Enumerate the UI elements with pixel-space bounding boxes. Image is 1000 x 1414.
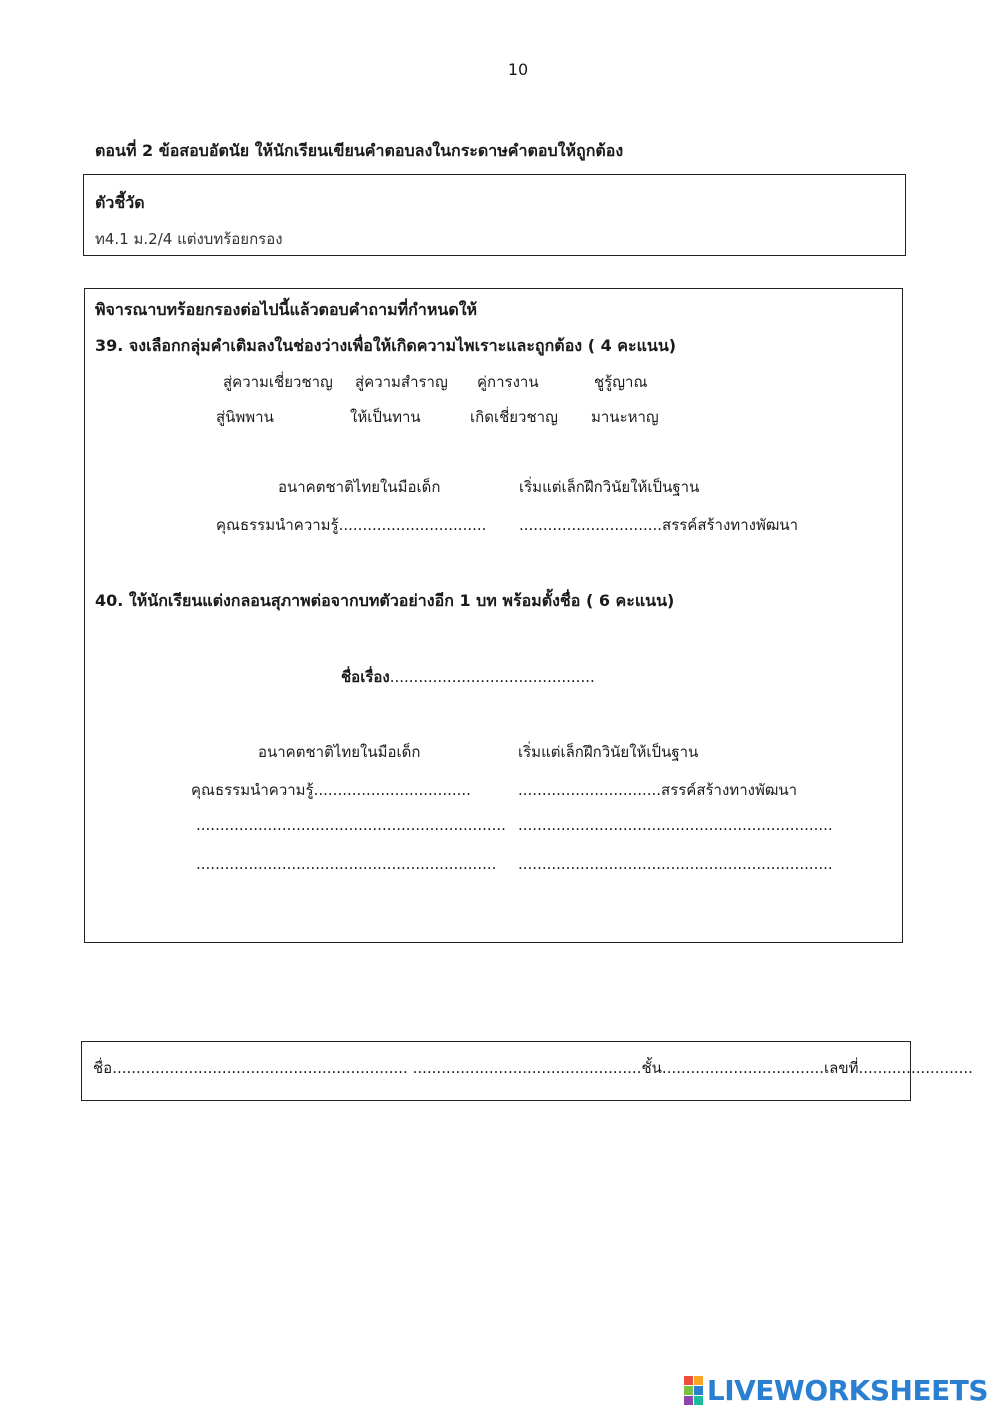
poem-fill-blank[interactable]: ................................................................. [196, 816, 506, 834]
logo-text: LIVEWORKSHEETS [706, 1374, 988, 1407]
question-39-prompt: 39. จงเลือกกลุ่มคำเติมลงในช่องว่างเพื่อให้เกิดความไพเราะและถูกต้อง ( 4 คะแนน) [95, 336, 677, 355]
number-label: เลขที่ [824, 1059, 859, 1077]
student-info-box [81, 1041, 973, 1101]
question-40-prompt: 40. ให้นักเรียนแต่งกลอนสุภาพต่อจากบทตัวอย่างอีก 1 บท พร้อมตั้งชื่อ ( 6 คะแนน) [95, 591, 675, 610]
poem-title-blank[interactable]: ........................................... [389, 668, 595, 686]
poem-fill-blank[interactable]: .................................................................. [518, 855, 833, 873]
name-field[interactable]: .............................................................. ................................................ [112, 1059, 642, 1077]
section-heading: ตอนที่ 2 ข้อสอบอัตนัย ให้นักเรียนเขียนคำตอบลงในกระดาษคำตอบให้ถูกต้อง [95, 141, 624, 160]
name-label: ชื่อ [93, 1059, 113, 1077]
questions-box [84, 288, 903, 943]
student-info-line [93, 1056, 973, 1080]
poem-line: เริ่มแต่เล็กฝึกวินัยให้เป็นฐาน [518, 743, 699, 761]
indicator-text: ท4.1 ม.2/4 แต่งบทร้อยกรอง [95, 230, 283, 248]
poem-line: อนาคตชาติไทยในมือเด็ก [278, 478, 441, 496]
word-choice: มานะหาญ [591, 408, 659, 426]
poem-fill-blank[interactable]: ............................................................... [196, 855, 497, 873]
word-choice: ชูรู้ญาณ [594, 373, 648, 391]
poem-fill-blank[interactable]: ..............................สรรค์สร้างทางพัฒนา [519, 516, 799, 534]
liveworksheets-logo [684, 1374, 988, 1407]
poem-fill-blank[interactable]: คุณธรรมนำความรู้............................... [216, 516, 487, 534]
word-choice: เกิดเชี่ยวชาญ [470, 408, 558, 426]
word-choice: สู่ความสำราญ [355, 373, 448, 391]
class-label: ชั้น [641, 1059, 662, 1077]
word-choice: ให้เป็นทาน [350, 408, 421, 426]
logo-mark-icon [684, 1376, 703, 1405]
poem-title-field[interactable] [341, 665, 595, 689]
poem-line: อนาคตชาติไทยในมือเด็ก [258, 743, 421, 761]
word-choice: คู่การงาน [477, 373, 539, 391]
poem-fill-blank[interactable]: ..............................สรรค์สร้างทางพัฒนา [518, 781, 798, 799]
class-field[interactable]: .................................. [661, 1059, 825, 1077]
poem-fill-blank[interactable]: คุณธรรมนำความรู้................................. [191, 781, 471, 799]
indicator-box [83, 174, 906, 256]
word-choice: สู่ความเชี่ยวชาญ [223, 373, 333, 391]
indicator-title: ตัวชี้วัด [95, 193, 145, 212]
number-field[interactable]: ........................ [858, 1059, 973, 1077]
poem-line: เริ่มแต่เล็กฝึกวินัยให้เป็นฐาน [519, 478, 700, 496]
instruction-text: พิจารณาบทร้อยกรองต่อไปนี้แล้วตอบคำถามที่กำหนดให้ [95, 300, 478, 319]
poem-title-label: ชื่อเรื่อง [341, 668, 390, 686]
word-choice: สู่นิพพาน [216, 408, 274, 426]
poem-fill-blank[interactable]: .................................................................. [518, 816, 833, 834]
page-number: 10 [507, 60, 529, 79]
